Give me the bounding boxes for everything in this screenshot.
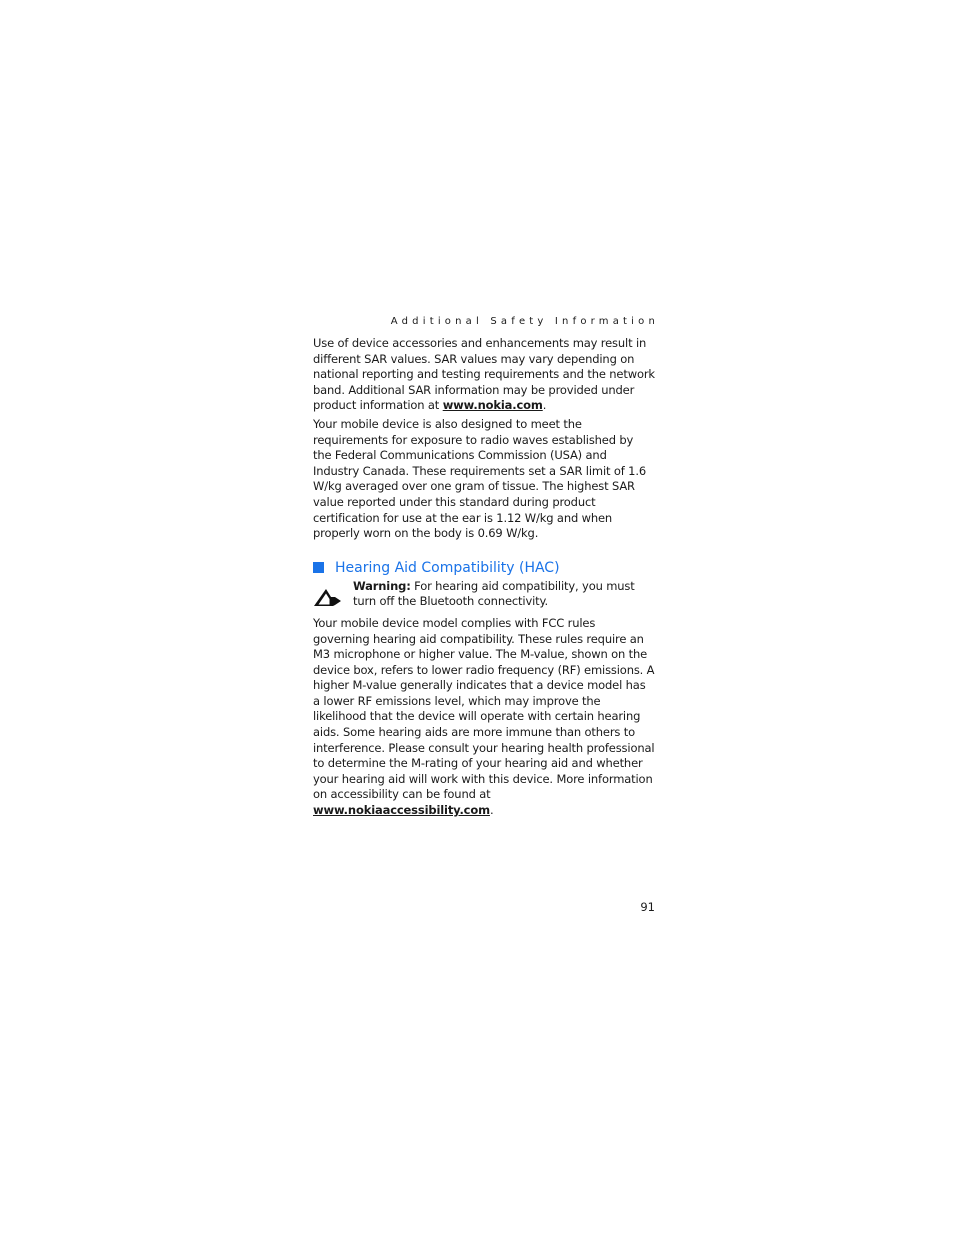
- running-head: Additional Safety Information: [390, 316, 659, 327]
- paragraph-fcc-limits: Your mobile device is also designed to meet the requirements for exposure to radio waves established by the Federal Communications Commission (USA) and Industry Canada. These requirements set a SAR limit of 1.6 W/kg averaged over one gram of tissue. The highest SAR value reported under this standard during product certification for use at the ear is 1.12 W/kg and when properly worn on the body is 0.69 W/kg.: [313, 416, 646, 541]
- warning-label: Warning:: [353, 578, 411, 593]
- paragraph-text: Use of device accessories and enhancements may result in different SAR values. SAR values may vary depending on national reporting and testing requirements and the network band. Additional SAR information may be provided under product information at: [313, 336, 655, 413]
- paragraph-text: Your mobile device model complies with FCC rules governing hearing aid compatibility. These rules require an M3 microphone or higher value. The M-value, shown on the device box, refers to lower radio frequency (RF) emissions. A higher M-value generally indicates that a device model has a lower RF emissions level, which may improve the likelihood that the device will operate with certain hearing aids. Some hearing aids are more immune than others to interference. Please consult your hearing health professional to determine the M-rating of your hearing aid and whether your hearing aid will work with this device. More information on accessibility can be found at: [313, 615, 655, 802]
- nokia-accessibility-link[interactable]: www.nokiaaccessibility.com: [313, 803, 490, 818]
- page-content: [313, 314, 659, 819]
- paragraph-end: .: [489, 803, 494, 818]
- paragraph-end: .: [542, 398, 547, 413]
- warning-body: For hearing aid compatibility, you must turn off the Bluetooth connectivity.: [353, 578, 635, 609]
- nokia-link[interactable]: www.nokia.com: [442, 398, 543, 413]
- warning-hand-icon: [313, 586, 343, 608]
- heading-square-icon: [313, 562, 324, 573]
- paragraph-hac-rules: [313, 616, 655, 819]
- section-heading-text: Hearing Aid Compatibility (HAC): [335, 559, 560, 576]
- paragraph-sar-values: [313, 336, 655, 414]
- warning-note: [313, 579, 655, 610]
- warning-text: [353, 579, 655, 610]
- page-number: 91: [640, 900, 655, 914]
- section-heading: [313, 559, 655, 577]
